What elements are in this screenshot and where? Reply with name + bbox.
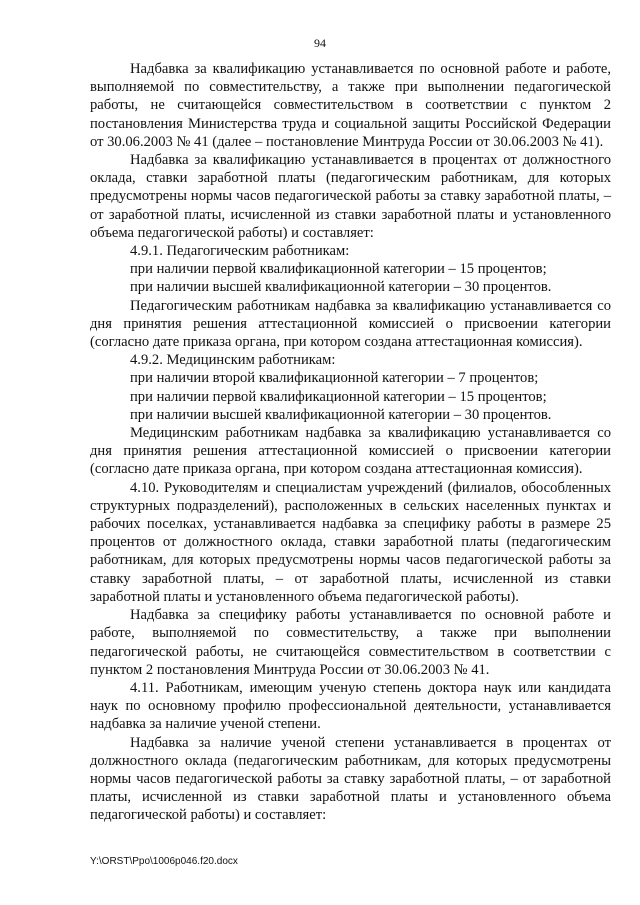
paragraph: Медицинским работникам надбавка за квалификацию устанавливается со дня принятия решения аттестационной комиссией о присвоении категории (согласно дате приказа органа, при котором создана аттестационная комиссия). — [90, 425, 611, 478]
document-body — [90, 60, 611, 825]
list-item: при наличии первой квалификационной категории – 15 процентов; — [130, 261, 547, 278]
list-item: при наличии первой квалификационной категории – 15 процентов; — [130, 388, 547, 405]
paragraph: 4.11. Работникам, имеющим ученую степень доктора наук или кандидата наук по основному профилю профессиональной деятельности, устанавливается надбавка за наличие ученой степени. — [90, 679, 611, 733]
list-item: при наличии высшей квалификационной категории – 30 процентов. — [130, 279, 552, 296]
page-number: 94 — [314, 36, 326, 50]
list-item: при наличии второй квалификационной категории – 7 процентов; — [130, 370, 539, 387]
footer-file-path: Y:\ORST\Ppo\1006p046.f20.docx — [90, 856, 238, 867]
list-item: при наличии высшей квалификационной категории – 30 процентов. — [130, 406, 552, 423]
paragraph: Надбавка за квалификацию устанавливается в процентах от должностного оклада, ставки заработной платы (педагогическим работникам, для которых предусмотрены нормы часов педагогической работы за ставку заработной платы, – от заработной платы, исчисленной из ставки заработной платы и установленного объема педагогической работы) и составляет: — [90, 152, 611, 241]
paragraph: Надбавка за наличие ученой степени устанавливается в процентах от должностного оклада (педагогическим работникам, для которых предусмотрены нормы часов педагогической работы за ставку заработной платы, – от заработной платы, исчисленной из ставки заработной платы и установленного объема педагогической работы) и составляет: — [90, 734, 611, 824]
paragraph: Педагогическим работникам надбавка за квалификацию устанавливается со дня принятия решения аттестационной комиссией о присвоении категории (согласно дате приказа органа, при котором создана аттестационная комиссия). — [90, 297, 611, 351]
subsection-heading: 4.9.2. Медицинским работникам: — [130, 352, 336, 369]
paragraph: Надбавка за квалификацию устанавливается по основной работе и работе, выполняемой по совместительству, а также при выполнении педагогической работы, не считающейся совместительством в соответствии с пунктом 2 постановления Министерства труда и социальной защиты Российской Федерации от 30.06.2003 № 41 (далее – постановление Минтруда России от 30.06.2003 № 41). — [90, 61, 611, 150]
subsection-heading: 4.9.1. Педагогическим работникам: — [130, 243, 350, 260]
paragraph: 4.10. Руководителям и специалистам учреждений (филиалов, обособленных структурных подразделений), расположенных в сельских населенных пунктах и рабочих поселках, устанавливается надбавка за специфику работы в размере 25 процентов от должностного оклада, ставки заработной платы (педагогическим работникам, для которых предусмотрены нормы часов педагогической работы за ставку заработной платы, – от заработной платы, исчисленной из ставки заработной платы и установленного объема педагогической работы). — [90, 479, 611, 605]
paragraph: Надбавка за специфику работы устанавливается по основной работе и работе, выполняемой по совместительству, а также при выполнении педагогической работы, не считающейся совместительством в соответствии с пунктом 2 постановления Минтруда России от 30.06.2003 № 41. — [90, 607, 611, 678]
